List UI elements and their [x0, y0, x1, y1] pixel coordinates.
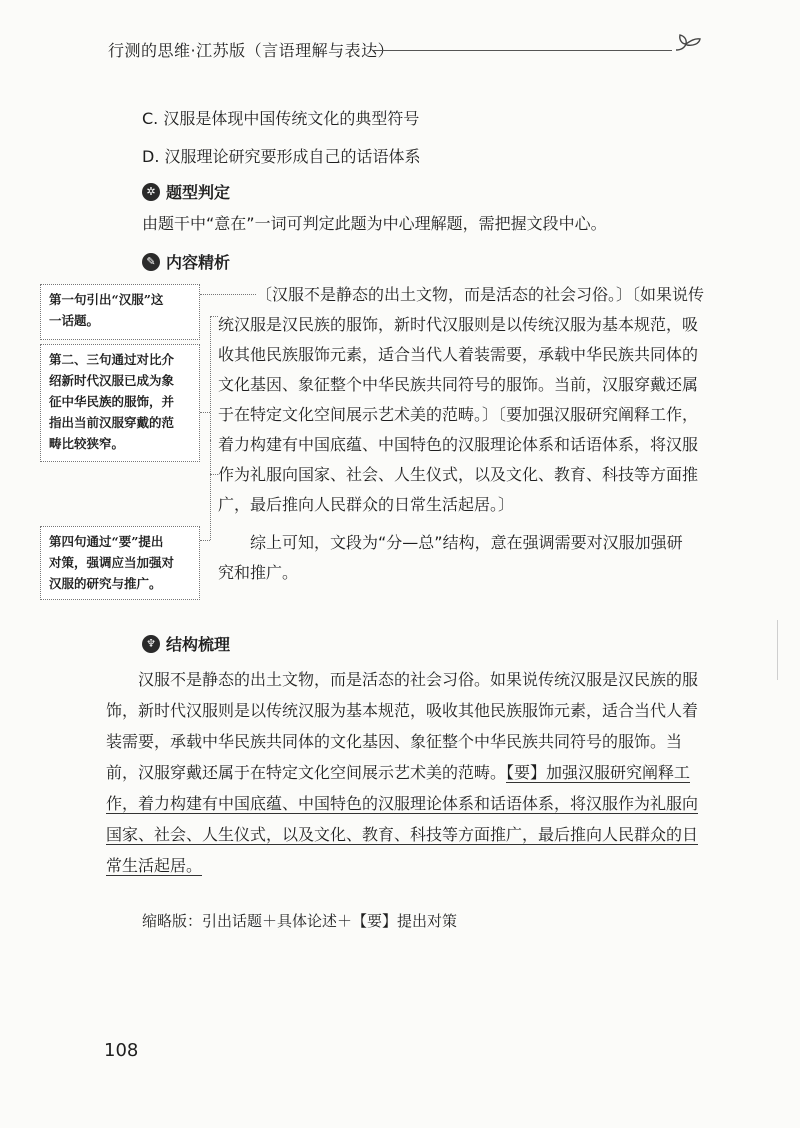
leader-line-3a — [200, 540, 210, 541]
analysis-line: 收其他民族服饰元素，适合当代人着装需要，承载中华民族共同体的 — [218, 345, 699, 364]
analysis-passage — [218, 280, 718, 588]
structure-icon: ♆ — [142, 635, 160, 653]
margin-note-2: 第二、三句通过对比介 绍新时代汉服已成为象 征中华民族的服饰，并 指出当前汉服穿戴的范 畴比较狭窄。 — [40, 344, 200, 462]
pen-icon: ✎ — [142, 253, 160, 271]
structure-heading — [142, 632, 230, 655]
gear-icon: ✲ — [142, 183, 160, 201]
countermeasure-highlight: 【要】加强汉服研究阐释工 — [506, 763, 691, 782]
scan-artifact-line — [777, 620, 778, 680]
analysis-line: 广，最后推向人民群众的日常生活起居。〕 — [218, 495, 515, 514]
structure-title: 结构梳理 — [166, 635, 231, 654]
analysis-line: 着力构建有中国底蕴、中国特色的汉服理论体系和话语体系，将汉服 — [218, 435, 699, 454]
structure-line: 饰，新时代汉服则是以传统汉服为基本规范，吸收其他民族服饰元素，适合当代人着 — [106, 701, 699, 720]
abridged-summary: 缩略版：引出话题＋具体论述＋【要】提出对策 — [142, 912, 458, 930]
content-analysis-title: 内容精析 — [166, 253, 231, 272]
content-analysis-heading — [142, 250, 230, 273]
structure-line — [106, 850, 708, 881]
leader-line-2c — [210, 316, 218, 317]
option-c: C. 汉服是体现中国传统文化的典型符号 — [142, 109, 420, 128]
leader-line-2d — [210, 474, 218, 475]
option-d: D. 汉服理论研究要形成自己的话语体系 — [142, 147, 421, 166]
structure-line — [106, 757, 708, 788]
structure-line — [106, 788, 708, 819]
analysis-conclusion-cont: 究和推广。 — [218, 563, 299, 582]
countermeasure-highlight: 常生活起居。 — [106, 856, 203, 875]
header-rule — [372, 50, 672, 51]
countermeasure-highlight: 国家、社会、人生仪式，以及文化、教育、科技等方面推广，最后推向人民群众的日 — [106, 825, 699, 844]
leader-line-3b — [210, 440, 211, 540]
structure-line: 汉服不是静态的出土文物，而是活态的社会习俗。如果说传统汉服是汉民族的服 — [138, 670, 699, 689]
sprout-icon — [672, 30, 706, 60]
analysis-conclusion: 综上可知，文段为“分—总”结构，意在强调需要对汉服加强研 — [250, 533, 683, 552]
type-judgment-text: 由题干中“意在”一词可判定此题为中心理解题，需把握文段中心。 — [142, 214, 607, 233]
structure-passage — [106, 664, 708, 881]
leader-line-2a — [200, 412, 210, 413]
structure-line: 装需要，承载中华民族共同体的文化基因、象征整个中华民族共同符号的服饰。当 — [106, 732, 683, 751]
type-judgment-title: 题型判定 — [166, 183, 231, 202]
analysis-line: 作为礼服向国家、社会、人生仪式，以及文化、教育、科技等方面推 — [218, 465, 699, 484]
margin-note-1: 第一句引出“汉服”这 一话题。 — [40, 284, 200, 340]
type-judgment-heading — [142, 180, 230, 203]
analysis-line: 〔汉服不是静态的出土文物，而是活态的社会习俗。〕〔如果说传 — [256, 285, 705, 304]
countermeasure-highlight: 作，着力构建有中国底蕴、中国特色的汉服理论体系和话语体系，将汉服作为礼服向 — [106, 794, 699, 813]
running-header: 行测的思维·江苏版（言语理解与表达） — [108, 41, 395, 60]
analysis-line: 统汉服是汉民族的服饰，新时代汉服则是以传统汉服为基本规范，吸 — [218, 315, 699, 334]
page-number: 108 — [104, 1040, 139, 1061]
analysis-line: 文化基因、象征整个中华民族共同符号的服饰。当前，汉服穿戴还属 — [218, 375, 699, 394]
structure-line — [106, 819, 708, 850]
structure-line-part: 前，汉服穿戴还属于在特定文化空间展示艺术美的范畴。 — [106, 763, 507, 782]
analysis-line: 于在特定文化空间展示艺术美的范畴。〕〔要加强汉服研究阐释工作， — [218, 405, 699, 424]
margin-note-3: 第四句通过“要”提出 对策，强调应当加强对 汉服的研究与推广。 — [40, 526, 200, 600]
